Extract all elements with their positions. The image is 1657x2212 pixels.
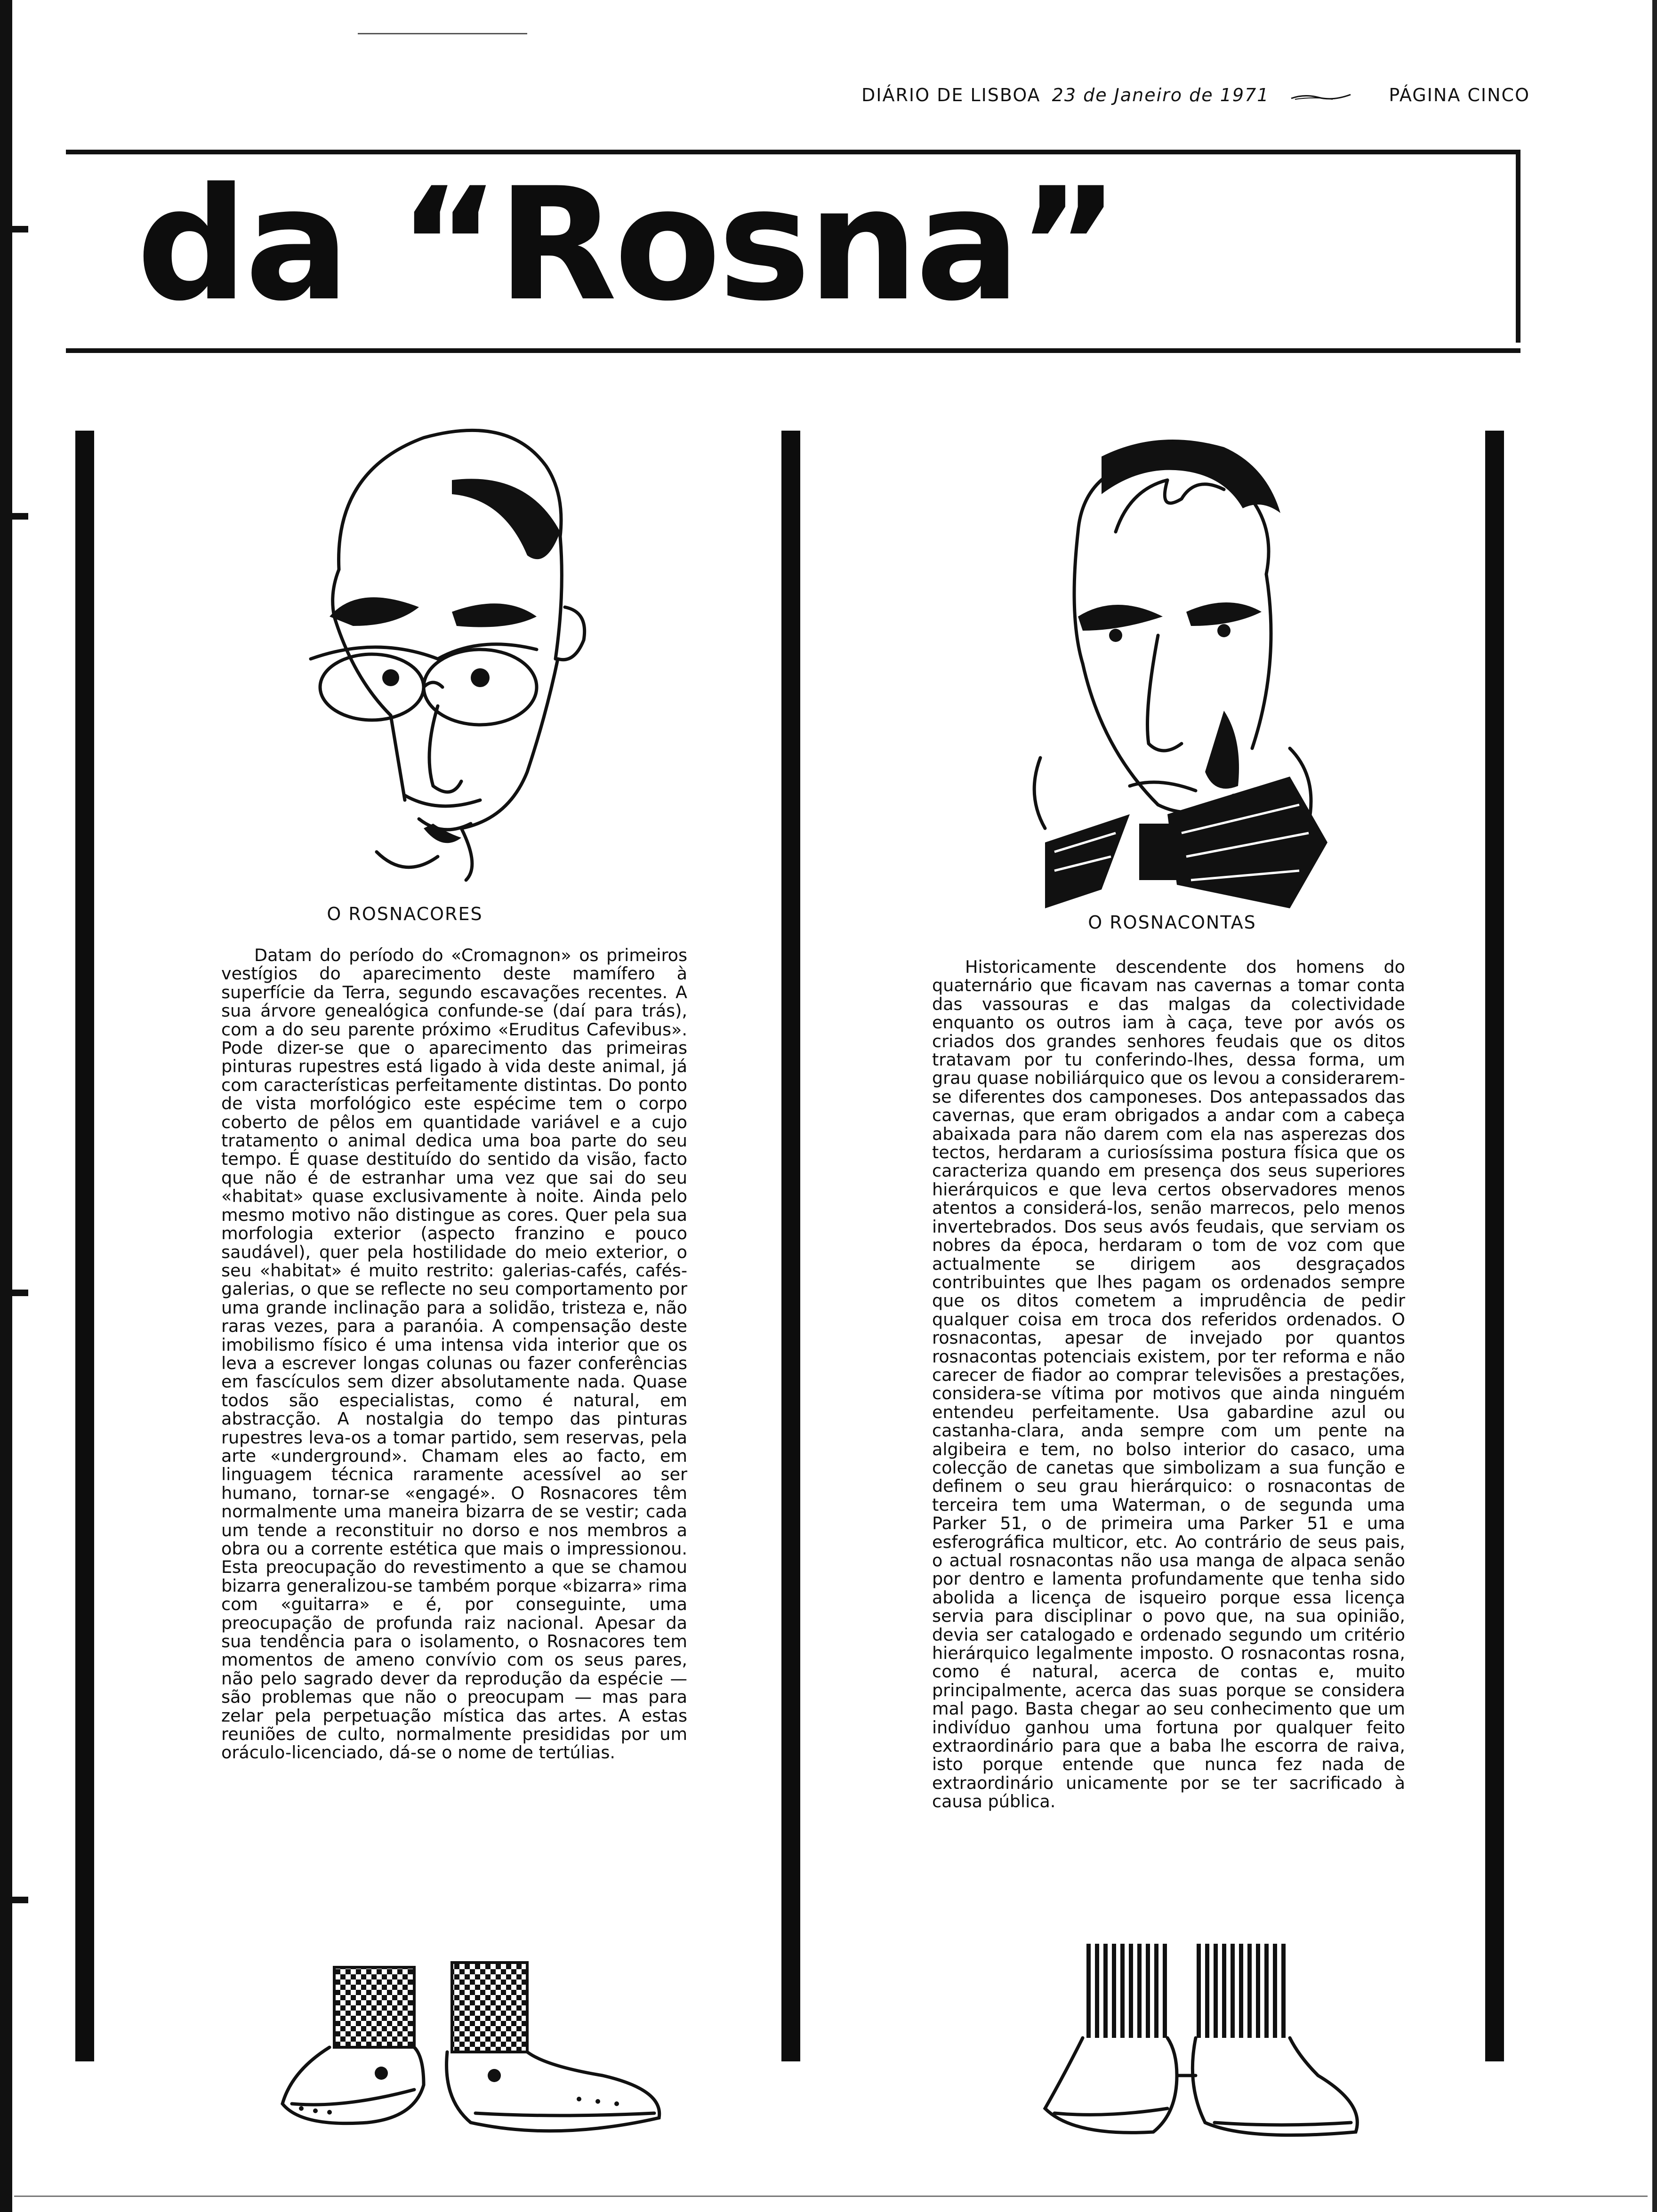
column-bar — [1485, 431, 1504, 2061]
scan-edge-left — [0, 0, 12, 2212]
title-rule-bottom — [66, 348, 1520, 353]
scan-noise — [358, 33, 527, 34]
ornament-icon — [1290, 92, 1351, 101]
column-bar — [781, 431, 800, 2061]
shoes-drawing-right — [1036, 1934, 1375, 2146]
left-article-body: Datam do período do «Cromagnon» os primeiros vestígios do aparecimento deste mamífero à superfície da Terra, segundo escavações recentes. A sua árvore genealógica confunde-se (daí para trás), com a do seu parente próximo «Eruditus Cafevibus». Pode dizer-se que o aparecimento das primeiras pinturas rupestres está ligado à vida deste animal, já com características perfeitamente distintas. Do ponto de vista morfológico este espécime tem o corpo coberto de pêlos em quantidade variável e a cujo tratamento o animal dedica uma boa parte do seu tempo. É quase destituído do sentido da visão, facto que não é de estranhar uma vez que sai do seu «habitat» quase exclusivamente à noite. Ainda pelo mesmo motivo não distingue as cores. Quer pela sua morfologia exterior (aspecto franzino e pouco saudável), quer pela hostilidade do meio exterior, o seu «habitat» é muito restrito: galerias-cafés, cafés-galerias, o que se reflecte no seu comportamento por uma grande inclinação para a solidão, tristeza e, não raras vezes, para a paranóia. A compensação deste imobilismo físico é uma intensa vida interior que os leva a escrever longas colunas ou fazer conferências em fascículos sem dizer absolutamente nada. Quase todos são especialistas, como é natural, em abstracção. A nostalgia do tempo das pinturas rupestres leva-os a tomar partido, sem reservas, pela arte «underground». Chamam eles ao facto, em linguagem técnica raramente acessível ao ser humano, tornar-se «engagé». O Rosnacores têm normalmente uma maneira bizarra de se vestir; cada um tende a reconstituir no dorso e nos membros a obra ou a corrente estética que mais o impressionou. Esta preocupação do revestimento a que se chamou bizarra generalizou-se também porque «bizarra» rima com «guitarra» e é, por conseguinte, uma preocupação de profunda raiz nacional. Apesar da sua tendência para o isolamento, o Rosnacores tem momentos de ameno convívio com os seus pares, não pelo sagrado dever da reprodução da espécie — são problemas que não o preocupam — mas para zelar pela perpetuação mística das artes. A estas reuniões de culto, normalmente presididas por um oráculo-licenciado, dá-se o nome de tertúlias. — [221, 945, 687, 1763]
rosnacontas-caricature — [960, 419, 1351, 918]
scan-tick — [0, 1290, 28, 1296]
scan-edge-right — [1652, 0, 1657, 2212]
scan-tick — [0, 1897, 28, 1903]
scan-noise — [14, 2196, 1648, 2197]
left-caption: O ROSNACORES — [327, 904, 483, 924]
right-article-body: Historicamente descendente dos homens do quaternário que ficavam nas cavernas a tomar conta das vassouras e das malgas da colectividade enquanto os outros iam à caça, teve por avós os criados dos grandes senhores feudais que os ditos tratavam por tu conferindo-lhes, dessa forma, um grau quase nobiliárquico que os levou a considerarem-se diferentes dos camponeses. Dos antepassados das cavernas, que eram obrigados a andar com a cabeça abaixada para não darem com ela nas asperezas dos tectos, herdaram a curiosíssima postura física que os caracteriza quando em presença dos seus superiores hierárquicos e que leva certos observadores menos atentos a considerá-los, senão marrecos, pelo menos invertebrados. Dos seus avós feudais, que serviam os nobres da época, herdaram o tom de voz com que actualmente se dirigem aos desgraçados contribuintes que lhes pagam os ordenados sempre que os ditos cometem a imprudência de pedir qualquer coisa em troca dos referidos ordenados. O rosnacontas, apesar de invejado por quantos rosnacontas potenciais existem, por ter reforma e não carecer de fiador ao comprar televisões a prestações, considera-se vítima por motivos que ainda ninguém entendeu perfeitamente. Usa gabardine azul ou castanha-clara, anda sempre com um pente na algibeira e tem, no bolso interior do casaco, uma colecção de canetas que simbolizam a sua função e definem o seu grau hierárquico: o rosnacontas de terceira tem uma Waterman, o de segunda uma Parker 51, o de primeira uma Parker 51 e uma esferográfica multicor, etc. Ao contrário de seus pais, o actual rosnacontas não usa manga de alpaca senão por dentro e lamenta profundamente que tenha sido abolida a licença de isqueiro porque essa licença servia para disciplinar o povo que, na sua opinião, devia ser catalogado e ordenado segundo um critério hierárquico legalmente imposto. O rosnacontas rosna, como é natural, acerca de contas e, muito principalmente, acerca das suas porque se considera mal pago. Basta chegar ao seu conhecimento que um indivíduo ganhou uma fortuna por qualquer feito extraordinário para que a baba lhe escorra de raiva, isto porque entende que nunca fez nada de extraordinário unicamente por se ter sacrificado à causa pública. — [932, 957, 1405, 1812]
page-header — [861, 85, 1530, 118]
shoes-drawing-left — [273, 1948, 678, 2146]
title-rule-right — [1516, 150, 1520, 343]
scan-tick — [0, 226, 28, 232]
rosnacores-caricature — [282, 414, 640, 885]
page-number: PÁGINA CINCO — [1389, 85, 1530, 105]
newspaper-name: DIÁRIO DE LISBOA — [861, 85, 1041, 105]
issue-date: 23 de Janeiro de 1971 — [1052, 85, 1270, 105]
scan-tick — [0, 513, 28, 520]
page-title: da “Rosna” — [137, 154, 1117, 335]
column-bar — [75, 431, 94, 2061]
right-caption: O ROSNACONTAS — [1088, 912, 1256, 933]
